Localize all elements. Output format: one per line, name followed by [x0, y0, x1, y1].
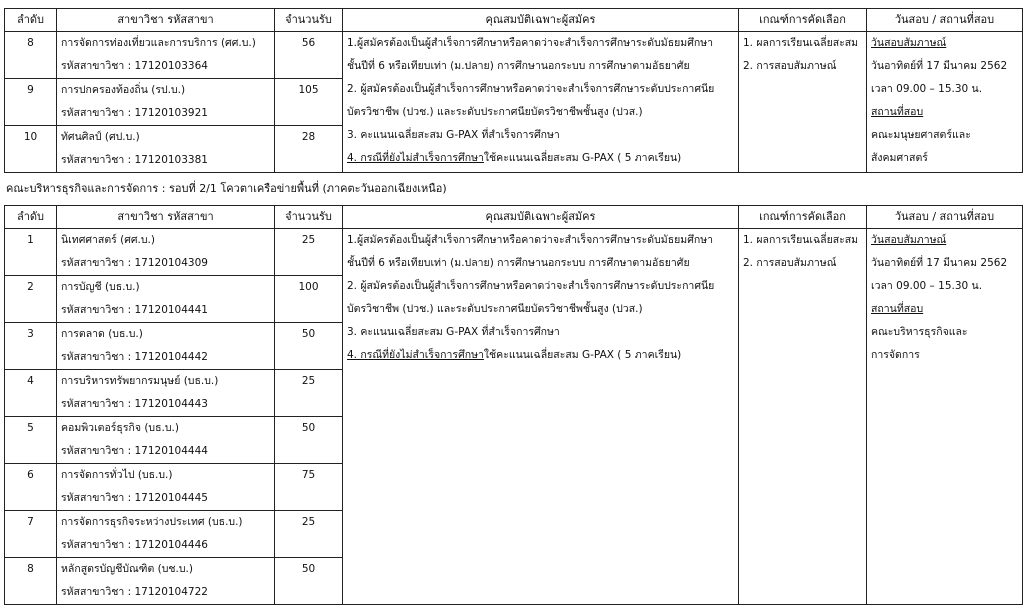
- qual-line: 1.ผู้สมัครต้องเป็นผู้สำเร็จการศึกษาหรือคาดว่าจะสำเร็จการศึกษาระดับมัธยมศึกษา: [347, 234, 714, 246]
- qual-line: 1.ผู้สมัครต้องเป็นผู้สำเร็จการศึกษาหรือคาดว่าจะสำเร็จการศึกษาระดับมัธยมศึกษา: [347, 37, 714, 49]
- qual-tail: ใช้คะแนนเฉลี่ยสะสม G-PAX ( 5 ภาคเรียน): [483, 152, 682, 164]
- exam-cell: [867, 32, 1023, 173]
- major-code: รหัสสาขาวิชา : 17120103381: [61, 154, 208, 166]
- header-criteria: เกณฑ์การคัดเลือก: [739, 206, 867, 229]
- row-major: [57, 558, 275, 605]
- header-criteria: เกณฑ์การคัดเลือก: [739, 9, 867, 32]
- row-no: 8: [5, 32, 57, 79]
- header-qualifications: คุณสมบัติเฉพาะผู้สมัคร: [343, 206, 739, 229]
- row-no: 5: [5, 417, 57, 464]
- qual-line: บัตรวิชาชีพ (ปวช.) และระดับประกาศนียบัตรวิชาชีพชั้นสูง (ปวส.): [347, 106, 643, 118]
- qual-line: ชั้นปีที่ 6 หรือเทียบเท่า (ม.ปลาย) การศึกษานอกระบบ การศึกษาตามอัธยาศัย: [347, 60, 690, 72]
- row-seats: 50: [275, 323, 343, 370]
- major-name: นิเทศศาสตร์ (ศศ.บ.): [61, 234, 155, 246]
- row-major: [57, 370, 275, 417]
- row-seats: 50: [275, 558, 343, 605]
- row-seats: 25: [275, 511, 343, 558]
- major-name: หลักสูตรบัญชีบัณฑิต (บช.บ.): [61, 563, 193, 575]
- exam-cell: [867, 229, 1023, 605]
- qual-underlined: 4. กรณีที่ยังไม่สำเร็จการศึกษา: [347, 152, 484, 164]
- major-name: การบริหารทรัพยากรมนุษย์ (บธ.บ.): [61, 375, 219, 387]
- major-name: การจัดการธุรกิจระหว่างประเทศ (บธ.บ.): [61, 516, 243, 528]
- major-code: รหัสสาขาวิชา : 17120104309: [61, 257, 208, 269]
- qual-line: 3. คะแนนเฉลี่ยสะสม G-PAX ที่สำเร็จการศึกษา: [347, 326, 560, 338]
- row-seats: 50: [275, 417, 343, 464]
- major-name: ทัศนศิลป์ (ศป.บ.): [61, 131, 140, 143]
- criteria-cell: [739, 32, 867, 173]
- major-code: รหัสสาขาวิชา : 17120104446: [61, 539, 208, 551]
- programs-table-2: [4, 205, 1023, 605]
- row-seats: 100: [275, 276, 343, 323]
- header-exam: วันสอบ / สถานที่สอบ: [867, 9, 1023, 32]
- row-major: [57, 464, 275, 511]
- major-name: การตลาด (บธ.บ.): [61, 328, 143, 340]
- qual-line: 2. ผู้สมัครต้องเป็นผู้สำเร็จการศึกษาหรือคาดว่าจะสำเร็จการศึกษาระดับประกาศนีย: [347, 280, 715, 292]
- row-major: [57, 323, 275, 370]
- table-header: [5, 206, 1023, 229]
- header-no: ลำดับ: [5, 9, 57, 32]
- row-seats: 28: [275, 126, 343, 173]
- exam-line: วันสอบสัมภาษณ์: [871, 37, 947, 49]
- exam-line: เวลา 09.00 – 15.30 น.: [871, 280, 983, 292]
- row-no: 8: [5, 558, 57, 605]
- qual-line: [347, 147, 734, 170]
- exam-line: วันอาทิตย์ที่ 17 มีนาคม 2562: [871, 257, 1008, 269]
- row-no: 6: [5, 464, 57, 511]
- criteria-line: 2. การสอบสัมภาษณ์: [743, 60, 837, 72]
- table-row: [5, 229, 1023, 276]
- row-no: 4: [5, 370, 57, 417]
- exam-line: สังคมศาสตร์: [871, 152, 928, 164]
- row-no: 9: [5, 79, 57, 126]
- row-seats: 75: [275, 464, 343, 511]
- criteria-line: 2. การสอบสัมภาษณ์: [743, 257, 837, 269]
- major-code: รหัสสาขาวิชา : 17120104442: [61, 351, 208, 363]
- table-header: [5, 9, 1023, 32]
- major-name: การบัญชี (บธ.บ.): [61, 281, 140, 293]
- row-no: 7: [5, 511, 57, 558]
- header-major: สาขาวิชา รหัสสาขา: [57, 206, 275, 229]
- row-no: 10: [5, 126, 57, 173]
- row-major: [57, 229, 275, 276]
- exam-line: การจัดการ: [871, 349, 920, 361]
- criteria-line: 1. ผลการเรียนเฉลี่ยสะสม: [743, 37, 859, 49]
- exam-line: วันสอบสัมภาษณ์: [871, 234, 947, 246]
- row-major: [57, 417, 275, 464]
- header-seats: จำนวนรับ: [275, 9, 343, 32]
- qualifications-cell: [343, 229, 739, 605]
- row-no: 3: [5, 323, 57, 370]
- header-seats: จำนวนรับ: [275, 206, 343, 229]
- major-code: รหัสสาขาวิชา : 17120103921: [61, 107, 208, 119]
- major-name: การปกครองท้องถิ่น (รป.บ.): [61, 84, 186, 96]
- major-name: การจัดการทั่วไป (บธ.บ.): [61, 469, 173, 481]
- header-no: ลำดับ: [5, 206, 57, 229]
- qual-line: บัตรวิชาชีพ (ปวช.) และระดับประกาศนียบัตรวิชาชีพชั้นสูง (ปวส.): [347, 303, 643, 315]
- exam-line: คณะบริหารธุรกิจและ: [871, 326, 968, 338]
- major-code: รหัสสาขาวิชา : 17120104441: [61, 304, 208, 316]
- row-major: [57, 511, 275, 558]
- qual-tail: ใช้คะแนนเฉลี่ยสะสม G-PAX ( 5 ภาคเรียน): [483, 349, 682, 361]
- major-code: รหัสสาขาวิชา : 17120104443: [61, 398, 208, 410]
- major-code: รหัสสาขาวิชา : 17120104444: [61, 445, 208, 457]
- qualifications-cell: [343, 32, 739, 173]
- major-name: คอมพิวเตอร์ธุรกิจ (บธ.บ.): [61, 422, 179, 434]
- criteria-cell: [739, 229, 867, 605]
- major-code: รหัสสาขาวิชา : 17120103364: [61, 60, 208, 72]
- section-heading: คณะบริหารธุรกิจและการจัดการ : รอบที่ 2/1 โควตาเครือข่ายพื้นที่ (ภาคตะวันออกเฉียงเหนือ): [6, 182, 447, 195]
- major-code: รหัสสาขาวิชา : 17120104722: [61, 586, 208, 598]
- qual-line: 2. ผู้สมัครต้องเป็นผู้สำเร็จการศึกษาหรือคาดว่าจะสำเร็จการศึกษาระดับประกาศนีย: [347, 83, 715, 95]
- row-seats: 25: [275, 370, 343, 417]
- exam-line: เวลา 09.00 – 15.30 น.: [871, 83, 983, 95]
- row-seats: 105: [275, 79, 343, 126]
- row-major: [57, 276, 275, 323]
- qual-line: [347, 344, 734, 367]
- table-row: [5, 32, 1023, 79]
- row-major: [57, 32, 275, 79]
- qual-line: ชั้นปีที่ 6 หรือเทียบเท่า (ม.ปลาย) การศึกษานอกระบบ การศึกษาตามอัธยาศัย: [347, 257, 690, 269]
- row-major: [57, 79, 275, 126]
- exam-line: สถานที่สอบ: [871, 106, 924, 118]
- header-exam: วันสอบ / สถานที่สอบ: [867, 206, 1023, 229]
- row-no: 2: [5, 276, 57, 323]
- header-major: สาขาวิชา รหัสสาขา: [57, 9, 275, 32]
- row-no: 1: [5, 229, 57, 276]
- programs-table-1: [4, 8, 1023, 173]
- exam-line: คณะมนุษยศาสตร์และ: [871, 129, 971, 141]
- row-seats: 25: [275, 229, 343, 276]
- exam-line: สถานที่สอบ: [871, 303, 924, 315]
- major-name: การจัดการท่องเที่ยวและการบริการ (ศศ.บ.): [61, 37, 256, 49]
- exam-line: วันอาทิตย์ที่ 17 มีนาคม 2562: [871, 60, 1008, 72]
- qual-underlined: 4. กรณีที่ยังไม่สำเร็จการศึกษา: [347, 349, 484, 361]
- qual-line: 3. คะแนนเฉลี่ยสะสม G-PAX ที่สำเร็จการศึกษา: [347, 129, 560, 141]
- row-major: [57, 126, 275, 173]
- row-seats: 56: [275, 32, 343, 79]
- criteria-line: 1. ผลการเรียนเฉลี่ยสะสม: [743, 234, 859, 246]
- header-qualifications: คุณสมบัติเฉพาะผู้สมัคร: [343, 9, 739, 32]
- major-code: รหัสสาขาวิชา : 17120104445: [61, 492, 208, 504]
